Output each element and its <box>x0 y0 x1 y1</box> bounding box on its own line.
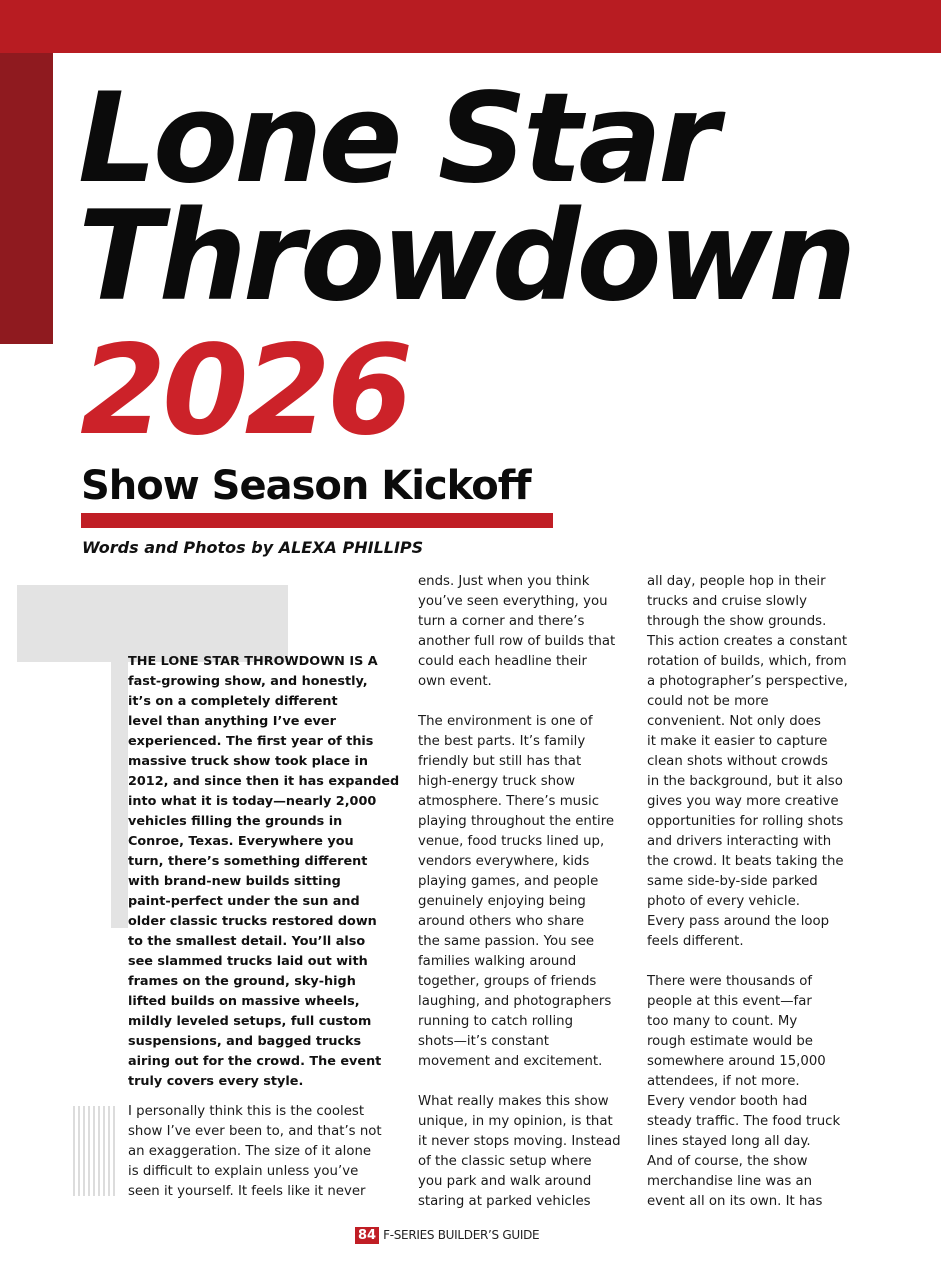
body-line: turn a corner and there’s <box>418 614 585 629</box>
body-line: attendees, if not more. <box>647 1074 800 1089</box>
article-subtitle: Show Season Kickoff <box>81 463 531 509</box>
body-line: the crowd. It beats taking the <box>647 854 844 869</box>
body-line: movement and excitement. <box>418 1054 603 1069</box>
body-line: together, groups of friends <box>418 974 597 989</box>
body-line: steady traffic. The food truck <box>647 1114 841 1129</box>
body-line: There were thousands of <box>647 974 813 989</box>
lead-line: vehicles filling the grounds in <box>128 814 343 829</box>
body-line: too many to count. My <box>647 1014 798 1029</box>
body-line: seen it yourself. It feels like it never <box>128 1184 366 1199</box>
lead-line: fast-growing show, and honestly, <box>128 674 368 689</box>
body-line: clean shots without crowds <box>647 754 828 769</box>
body-line: merchandise line was an <box>647 1174 813 1189</box>
article-title <box>78 67 853 329</box>
body-line: feels different. <box>647 934 744 949</box>
body-line: What really makes this show <box>418 1094 609 1109</box>
decorative-stripes <box>73 1106 115 1196</box>
body-line: playing throughout the entire <box>418 814 615 829</box>
lead-line: it’s on a completely different <box>128 694 338 709</box>
body-paragraph <box>647 572 848 952</box>
lead-line: mildly leveled setups, full custom <box>128 1014 372 1029</box>
body-line: Every vendor booth had <box>647 1094 808 1109</box>
lead-line: truly covers every style. <box>128 1074 304 1089</box>
lead-line: airing out for the crowd. The event <box>128 1054 382 1069</box>
body-paragraph <box>647 972 848 1212</box>
title-line-1: Lone Star <box>78 67 716 211</box>
body-line: lines stayed long all day. <box>647 1134 811 1149</box>
body-line: high-energy truck show <box>418 774 576 789</box>
body-paragraph <box>418 1092 621 1212</box>
body-line: you’ve seen everything, you <box>418 594 608 609</box>
body-line: opportunities for rolling shots <box>647 814 844 829</box>
body-line: event all on its own. It has <box>647 1194 823 1209</box>
body-line: atmosphere. There’s music <box>418 794 600 809</box>
lead-line: see slammed trucks laid out with <box>128 954 368 969</box>
body-line: playing games, and people <box>418 874 599 889</box>
body-line: it make it easier to capture <box>647 734 828 749</box>
body-line: same side-by-side parked <box>647 874 818 889</box>
body-line: is difficult to explain unless you’ve <box>128 1164 359 1179</box>
subtitle-underline <box>81 513 553 528</box>
body-line: an exaggeration. The size of it alone <box>128 1144 372 1159</box>
body-line: rotation of builds, which, from <box>647 654 847 669</box>
body-column-2 <box>418 572 621 1212</box>
lead-line: to the smallest detail. You’ll also <box>128 934 366 949</box>
byline: Words and Photos by ALEXA PHILLIPS <box>82 538 424 557</box>
drop-cap-letter-t-stem <box>111 662 128 928</box>
body-line: I personally think this is the coolest <box>128 1104 365 1119</box>
lead-line: experienced. The first year of this <box>128 734 374 749</box>
body-line: around others who share <box>418 914 585 929</box>
body-paragraph <box>418 572 621 692</box>
publication-name: F-SERIES BUILDER’S GUIDE <box>383 1228 540 1242</box>
body-line: friendly but still has that <box>418 754 582 769</box>
body-line: people at this event—far <box>647 994 812 1009</box>
body-line: all day, people hop in their <box>647 574 826 589</box>
title-line-2: Throwdown <box>78 185 853 329</box>
body-line: genuinely enjoying being <box>418 894 586 909</box>
page-footer <box>355 1225 539 1245</box>
top-accent-bar <box>0 0 941 53</box>
drop-cap-letter-t <box>17 585 288 662</box>
body-line: rough estimate would be <box>647 1034 813 1049</box>
body-line: The environment is one of <box>418 714 593 729</box>
body-line: Every pass around the loop <box>647 914 830 929</box>
lead-line: Conroe, Texas. Everywhere you <box>128 834 354 849</box>
body-line: This action creates a constant <box>647 634 848 649</box>
body-line: could each headline their <box>418 654 587 669</box>
body-line: in the background, but it also <box>647 774 843 789</box>
lead-line: lifted builds on massive wheels, <box>128 994 360 1009</box>
lead-line: suspensions, and bagged trucks <box>128 1034 362 1049</box>
body-line: laughing, and photographers <box>418 994 612 1009</box>
body-line: somewhere around 15,000 <box>647 1054 826 1069</box>
body-line: a photographer’s perspective, <box>647 674 848 689</box>
lead-line: frames on the ground, sky-high <box>128 974 356 989</box>
body-line: it never stops moving. Instead <box>418 1134 621 1149</box>
body-line: gives you way more creative <box>647 794 839 809</box>
lead-line: level than anything I’ve ever <box>128 714 336 729</box>
body-line: own event. <box>418 674 492 689</box>
body-line: shots—it’s constant <box>418 1034 550 1049</box>
page-number: 84 <box>355 1227 379 1244</box>
side-accent-bar <box>0 53 53 344</box>
body-line: And of course, the show <box>647 1154 808 1169</box>
body-line: vendors everywhere, kids <box>418 854 590 869</box>
body-paragraph <box>418 712 621 1072</box>
lead-line: turn, there’s something different <box>128 854 368 869</box>
body-line: unique, in my opinion, is that <box>418 1114 613 1129</box>
body-line: venue, food trucks lined up, <box>418 834 605 849</box>
lead-line: 2012, and since then it has expanded <box>128 774 400 789</box>
body-line: through the show grounds. <box>647 614 827 629</box>
body-line: staring at parked vehicles <box>418 1194 591 1209</box>
body-line: running to catch rolling <box>418 1014 574 1029</box>
body-line: photo of every vehicle. <box>647 894 800 909</box>
lead-line: THE LONE STAR THROWDOWN IS A <box>128 654 378 669</box>
body-line: families walking around <box>418 954 577 969</box>
body-line: show I’ve ever been to, and that’s not <box>128 1124 382 1139</box>
body-column-3 <box>647 572 848 1212</box>
body-line: you park and walk around <box>418 1174 592 1189</box>
lead-line: into what it is today—nearly 2,000 <box>128 794 377 809</box>
body-line: the same passion. You see <box>418 934 595 949</box>
lead-line: paint-perfect under the sun and <box>128 894 360 909</box>
lead-paragraph <box>128 652 399 1092</box>
body-line: the best parts. It’s family <box>418 734 586 749</box>
body-line: of the classic setup where <box>418 1154 592 1169</box>
body-line: trucks and cruise slowly <box>647 594 807 609</box>
lead-line: older classic trucks restored down <box>128 914 377 929</box>
body-line: another full row of builds that <box>418 634 616 649</box>
body-column-1 <box>128 1102 382 1202</box>
lead-line: with brand-new builds sitting <box>128 874 341 889</box>
body-line: convenient. Not only does <box>647 714 821 729</box>
body-line: ends. Just when you think <box>418 574 590 589</box>
body-line: could not be more <box>647 694 769 709</box>
lead-line: massive truck show took place in <box>128 754 369 769</box>
body-line: and drivers interacting with <box>647 834 832 849</box>
title-year: 2026 <box>80 319 410 463</box>
